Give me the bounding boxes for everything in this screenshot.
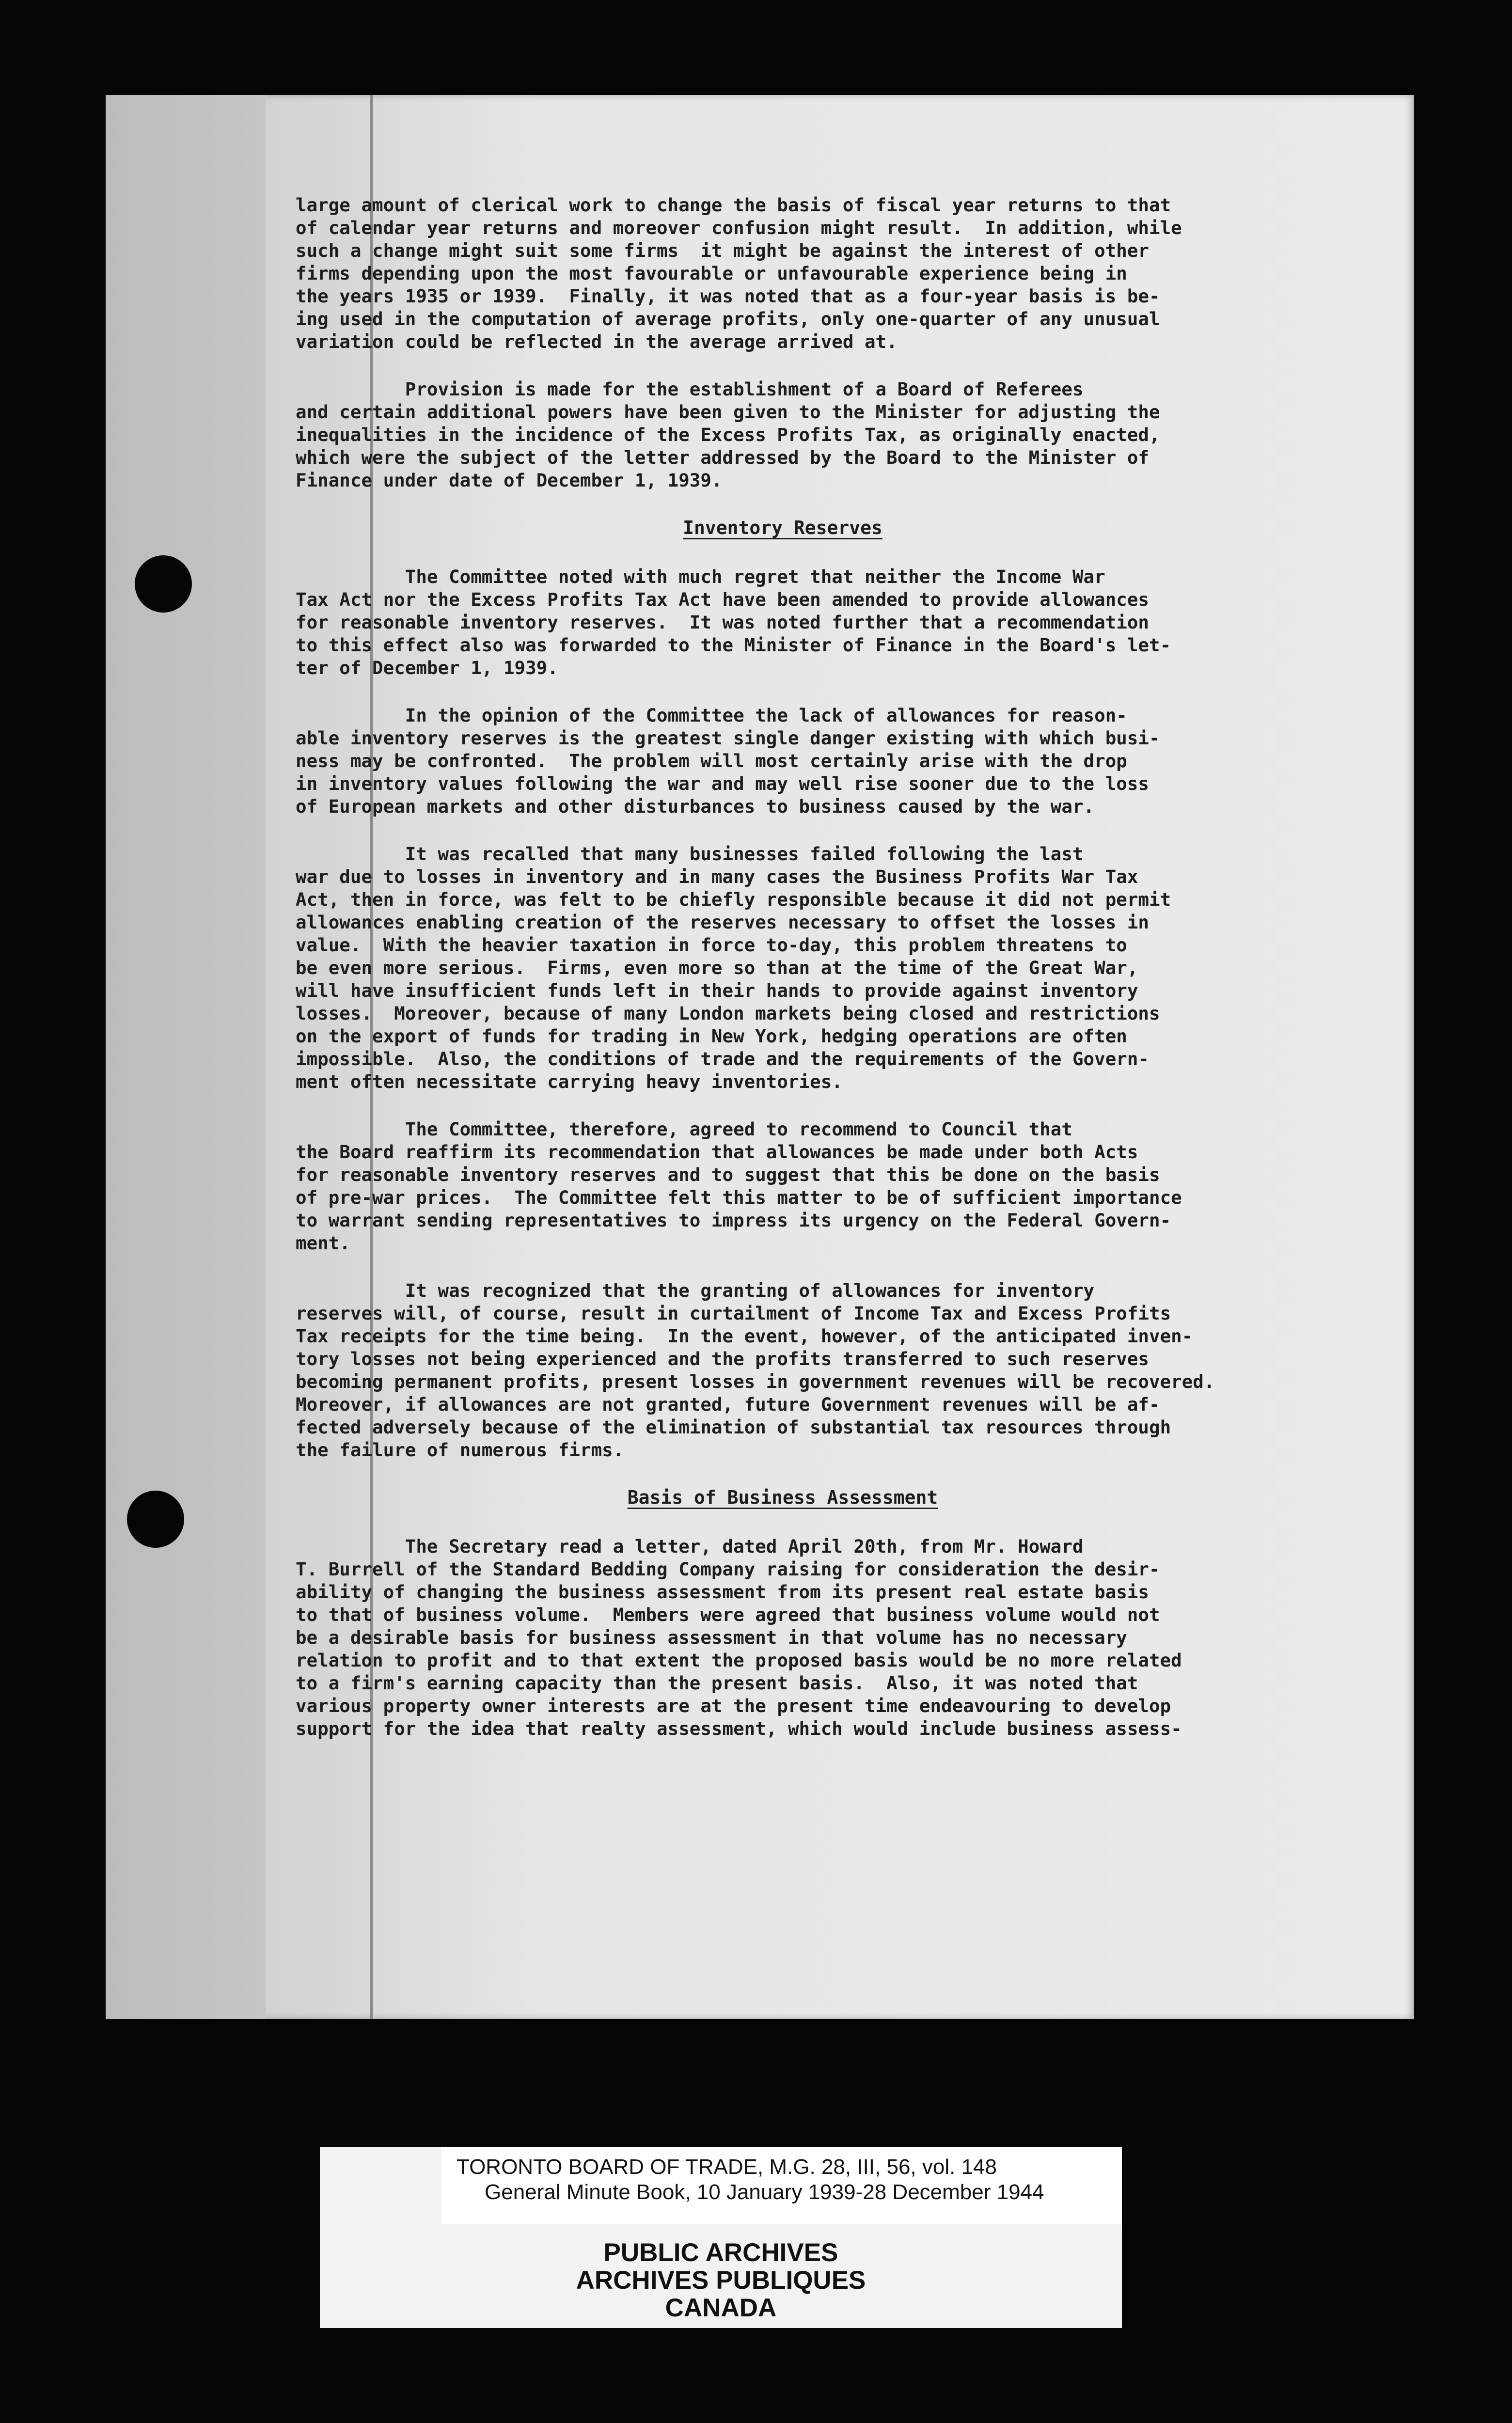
- text-line: Finance under date of December 1, 1939.: [296, 470, 723, 491]
- punch-hole-top: [135, 555, 192, 613]
- text-line: the failure of numerous firms.: [296, 1439, 624, 1461]
- text-line: Moreover, if allowances are not granted, future Government revenues will be af-: [296, 1394, 1160, 1415]
- text-line: to a firm's earning capacity than the present basis. Also, it was noted that: [296, 1672, 1138, 1694]
- typed-text-body: [296, 194, 1270, 1765]
- text-line: war due to losses in inventory and in many cases the Business Profits War Tax: [296, 866, 1138, 887]
- text-line: Tax receipts for the time being. In the event, however, of the anticipated inven-: [296, 1325, 1193, 1347]
- heading-business-assessment-text: Basis of Business Assessment: [627, 1487, 938, 1508]
- punch-hole-bottom: [127, 1491, 184, 1548]
- paragraph: [296, 704, 1270, 818]
- text-line: fected adversely because of the elimination of substantial tax resources through: [296, 1416, 1171, 1438]
- text-line: of calendar year returns and moreover confusion might result. In addition, while: [296, 217, 1182, 238]
- text-line: ability of changing the business assessment from its present real estate basis: [296, 1581, 1149, 1603]
- text-line: The Committee noted with much regret that neither the Income War: [296, 566, 1105, 587]
- paragraph: [296, 1535, 1270, 1740]
- text-line: impossible. Also, the conditions of trade and the requirements of the Govern-: [296, 1048, 1149, 1070]
- text-line: large amount of clerical work to change the basis of fiscal year returns to that: [296, 194, 1171, 216]
- text-line: for reasonable inventory reserves. It was noted further that a recommendation: [296, 612, 1149, 633]
- text-line: and certain additional powers have been given to the Minister for adjusting the: [296, 401, 1160, 423]
- text-line: The Secretary read a letter, dated April 20th, from Mr. Howard: [296, 1536, 1084, 1557]
- archive-name-fr: ARCHIVES PUBLIQUES: [576, 2266, 866, 2295]
- text-line: on the export of funds for trading in New York, hedging operations are often: [296, 1025, 1127, 1047]
- text-line: of pre-war prices. The Committee felt this matter to be of sufficient importance: [296, 1187, 1182, 1208]
- text-line: will have insufficient funds left in their hands to provide against inventory: [296, 980, 1138, 1001]
- paragraph-group-business: [296, 1535, 1270, 1740]
- text-line: various property owner interests are at the present time endeavouring to develop: [296, 1695, 1171, 1716]
- text-line: allowances enabling creation of the reserves necessary to offset the losses in: [296, 912, 1149, 933]
- archive-label-footer: [320, 2239, 1122, 2322]
- page-left-strip: [106, 95, 266, 2019]
- paragraph: [296, 1118, 1270, 1255]
- text-line: for reasonable inventory reserves and to suggest that this be done on the basis: [296, 1164, 1160, 1185]
- text-line: ness may be confronted. The problem will most certainly arise with the drop: [296, 750, 1127, 771]
- paragraph: [296, 566, 1270, 679]
- text-line: relation to profit and to that extent the proposed basis would be no more related: [296, 1650, 1182, 1671]
- text-line: T. Burrell of the Standard Bedding Company raising for consideration the desir-: [296, 1558, 1160, 1580]
- archive-label-line1: TORONTO BOARD OF TRADE, M.G. 28, III, 56, vol. 148: [457, 2155, 997, 2179]
- text-line: variation could be reflected in the average arrived at.: [296, 331, 898, 352]
- text-line: the Board reaffirm its recommendation that allowances be made under both Acts: [296, 1141, 1138, 1163]
- text-line: to that of business volume. Members were agreed that business volume would not: [296, 1604, 1160, 1625]
- paragraph: [296, 378, 1270, 492]
- text-line: firms depending upon the most favourable or unfavourable experience being in: [296, 263, 1127, 284]
- archive-country: CANADA: [665, 2294, 777, 2322]
- text-line: It was recalled that many businesses failed following the last: [296, 843, 1084, 865]
- text-line: reserves will, of course, result in curtailment of Income Tax and Excess Profits: [296, 1303, 1171, 1324]
- text-line: inequalities in the incidence of the Excess Profits Tax, as originally enacted,: [296, 424, 1160, 445]
- text-line: ment often necessitate carrying heavy inventories.: [296, 1071, 843, 1092]
- text-line: value. With the heavier taxation in force to-day, this problem threatens to: [296, 934, 1127, 956]
- archive-label-header: [441, 2147, 1122, 2224]
- text-line: The Committee, therefore, agreed to recommend to Council that: [296, 1118, 1072, 1140]
- archive-name-en: PUBLIC ARCHIVES: [603, 2238, 838, 2267]
- text-line: tory losses not being experienced and the profits transferred to such reserves: [296, 1348, 1149, 1369]
- heading-inventory-reserves: [296, 517, 1270, 539]
- paragraph: [296, 843, 1270, 1093]
- text-line: ment.: [296, 1232, 350, 1254]
- text-line: able inventory reserves is the greatest single danger existing with which busi-: [296, 727, 1160, 749]
- text-line: Act, then in force, was felt to be chiefly responsible because it did not permit: [296, 889, 1171, 910]
- text-line: becoming permanent profits, present losses in government revenues will be recovered.: [296, 1371, 1215, 1392]
- text-line: the years 1935 or 1939. Finally, it was noted that as a four-year basis is be-: [296, 285, 1160, 307]
- paragraph-group-intro: [296, 194, 1270, 492]
- paragraph: [296, 194, 1270, 353]
- text-line: Tax Act nor the Excess Profits Tax Act have been amended to provide allowances: [296, 589, 1149, 610]
- text-line: in inventory values following the war and may well rise sooner due to the loss: [296, 773, 1149, 794]
- archive-label-line2: General Minute Book, 10 January 1939-28 December 1944: [485, 2180, 1044, 2204]
- text-line: be even more serious. Firms, even more so than at the time of the Great War,: [296, 957, 1138, 978]
- heading-business-assessment: [296, 1486, 1270, 1509]
- text-line: support for the idea that realty assessment, which would include business assess-: [296, 1718, 1182, 1739]
- text-line: In the opinion of the Committee the lack of allowances for reason-: [296, 705, 1127, 726]
- text-line: ing used in the computation of average profits, only one-quarter of any unusual: [296, 308, 1160, 330]
- text-line: to this effect also was forwarded to the Minister of Finance in the Board's let-: [296, 634, 1171, 656]
- text-line: Provision is made for the establishment of a Board of Referees: [296, 378, 1084, 400]
- text-line: such a change might suit some firms it might be against the interest of other: [296, 240, 1149, 261]
- text-line: ter of December 1, 1939.: [296, 657, 558, 678]
- paragraph-group-inventory: [296, 566, 1270, 1462]
- text-line: of European markets and other disturbances to business caused by the war.: [296, 796, 1095, 817]
- text-line: be a desirable basis for business assessment in that volume has no necessary: [296, 1627, 1127, 1648]
- text-line: to warrant sending representatives to impress its urgency on the Federal Govern-: [296, 1210, 1171, 1231]
- text-line: which were the subject of the letter addressed by the Board to the Minister of: [296, 447, 1149, 468]
- paragraph: [296, 1279, 1270, 1462]
- heading-inventory-reserves-text: Inventory Reserves: [683, 517, 882, 538]
- text-line: It was recognized that the granting of allowances for inventory: [296, 1280, 1095, 1301]
- archive-label: [320, 2147, 1122, 2328]
- text-line: losses. Moreover, because of many London markets being closed and restrictions: [296, 1003, 1160, 1024]
